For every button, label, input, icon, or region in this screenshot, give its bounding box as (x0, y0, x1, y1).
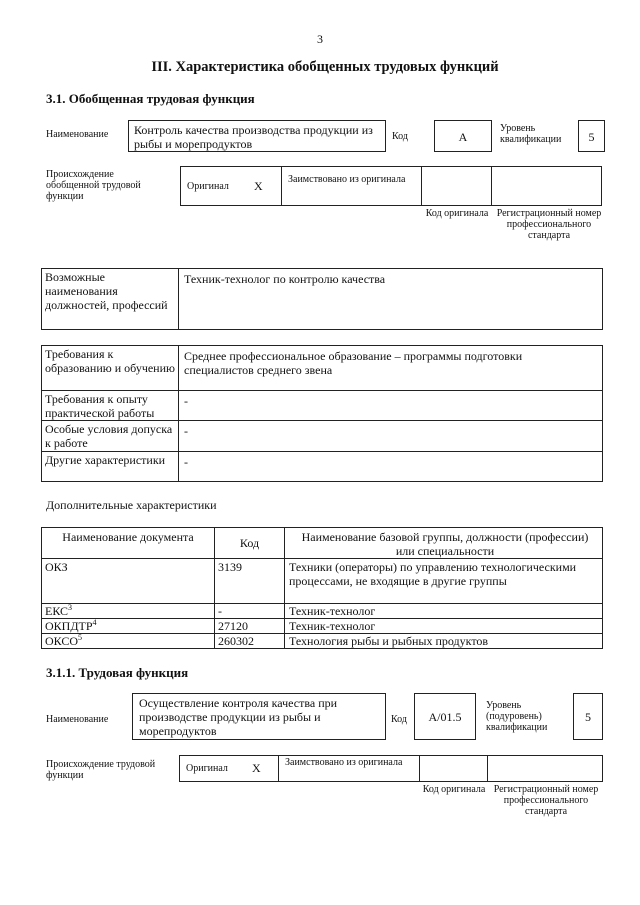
req-admission-value: - (184, 424, 188, 438)
tf-origin-label: Происхождение трудовой функции (46, 759, 156, 781)
row-okso-doc: ОКСО$^5$ (45, 633, 83, 648)
section-title: III. Характеристика обобщенных трудовых функций (151, 59, 499, 75)
labor-function-heading: 3.1.1. Трудовая функция (46, 665, 189, 680)
gf-code-box (434, 120, 492, 152)
gf-name-box (128, 120, 386, 152)
gf-borrowed-label: Заимствовано из оригинала (288, 174, 406, 185)
tf-level-box (573, 693, 603, 740)
gf-code-label: Код (392, 131, 408, 142)
row-okso-name: Технология рыбы и рыбных продуктов (289, 634, 489, 648)
positions-value: Техник-технолог по контролю качества (184, 272, 386, 286)
row-okz-code: 3139 (218, 560, 242, 574)
col-header-group: Наименование базовой группы, должности (профессии) или специальности (301, 530, 589, 558)
tf-reg-number-label: Регистрационный номер профессионального стандарта (493, 784, 599, 817)
generalized-function-heading: 3.1. Обобщенная трудовая функция (46, 91, 255, 106)
tf-name-label: Наименование (46, 714, 109, 725)
gf-code-value: A (458, 130, 468, 144)
tf-name-value: Осуществление контроля качества при производстве продукции из рыбы и морепродуктов (139, 696, 338, 738)
gf-origin-table (180, 166, 602, 206)
tf-level-value: 5 (585, 710, 591, 724)
req-education-label: Требования к образованию и обучению (45, 347, 175, 375)
row-okpdtr-code: 27120 (218, 619, 248, 633)
tf-borrowed-label: Заимствовано из оригинала (285, 757, 403, 768)
col-header-code: Код (239, 536, 260, 550)
tf-code-original-label: Код оригинала (422, 784, 486, 795)
gf-name-label: Наименование (46, 129, 109, 140)
gf-level-box (578, 120, 605, 152)
gf-code-original-label: Код оригинала (425, 208, 489, 219)
req-admission-label: Особые условия допуска к работе (45, 422, 173, 450)
req-other-label: Другие характеристики (45, 453, 166, 467)
row-okz-name: Техники (операторы) по управлению технологическими процессами, не входящие в другие группы (289, 560, 577, 588)
tf-code-label: Код (391, 714, 407, 725)
tf-original-label: Оригинал (186, 763, 228, 774)
positions-label: Возможные наименования должностей, профессий (45, 270, 168, 312)
additional-heading: Дополнительные характеристики (46, 498, 217, 512)
req-experience-value: - (184, 394, 188, 408)
gf-name-value: Контроль качества производства продукции из рыбы и морепродуктов (134, 123, 373, 151)
row-eks-code: - (218, 604, 222, 618)
row-eks-name: Техник-технолог (289, 604, 376, 618)
row-eks-doc: ЕКС$^3$ (45, 603, 73, 618)
row-okso-code: 260302 (218, 634, 254, 648)
gf-original-label: Оригинал (187, 181, 229, 192)
req-other-value: - (184, 455, 188, 469)
gf-origin-label: Происхождение обобщенной трудовой функции (46, 169, 141, 202)
tf-level-label: Уровень (подуровень) квалификации (486, 700, 548, 733)
req-experience-label: Требования к опыту практической работы (45, 392, 155, 420)
page-number: 3 (317, 32, 323, 46)
tf-original-mark: X (252, 761, 261, 775)
row-okz-doc: ОКЗ (45, 560, 68, 574)
row-okpdtr-name: Техник-технолог (289, 619, 376, 633)
gf-original-mark: X (254, 179, 263, 193)
gf-level-value: 5 (588, 130, 595, 144)
req-education-value: Среднее профессиональное образование – программы подготовки специалистов среднего звена (184, 349, 523, 377)
row-okpdtr-doc: ОКПДТР$^4$ (45, 618, 97, 633)
tf-code-value: A/01.5 (428, 710, 462, 724)
col-header-document: Наименование документа (62, 530, 194, 544)
tf-name-box (132, 693, 386, 740)
gf-reg-number-label: Регистрационный номер профессионального стандарта (496, 208, 602, 241)
gf-level-label: Уровень квалификации (500, 123, 562, 145)
tf-code-box (414, 693, 476, 740)
